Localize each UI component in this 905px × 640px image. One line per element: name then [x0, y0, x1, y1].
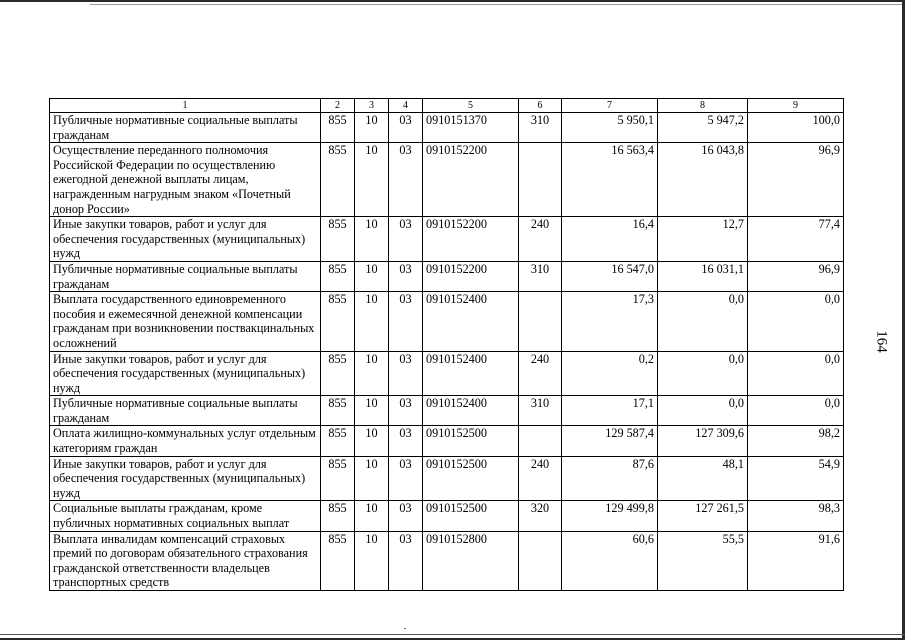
cell-actual: 127 261,5: [658, 501, 748, 531]
cell-chapter: 855: [321, 501, 355, 531]
cell-expense-type: [519, 292, 562, 351]
cell-planned: 5 950,1: [562, 113, 658, 143]
cell-subsection: 03: [389, 426, 423, 456]
cell-expense-type: 240: [519, 456, 562, 501]
cell-planned: 129 587,4: [562, 426, 658, 456]
cell-chapter: 855: [321, 351, 355, 396]
cell-expense-type: [519, 143, 562, 217]
scan-frame-top-inner: [90, 4, 905, 5]
cell-chapter: 855: [321, 396, 355, 426]
cell-expense-type: 310: [519, 396, 562, 426]
cell-percent: 96,9: [748, 261, 844, 291]
budget-table: [49, 98, 844, 591]
cell-section: 10: [355, 456, 389, 501]
cell-planned: 60,6: [562, 531, 658, 590]
header-row: [50, 99, 844, 113]
cell-planned: 87,6: [562, 456, 658, 501]
cell-expense-type: 320: [519, 501, 562, 531]
cell-target-article: 0910152200: [423, 217, 519, 262]
scan-frame-bottom-inner: [0, 634, 905, 635]
cell-expense-type: 240: [519, 351, 562, 396]
cell-name: Иные закупки товаров, работ и услуг для обеспечения государственных (муниципальных) нужд: [50, 456, 321, 501]
cell-expense-type: [519, 531, 562, 590]
cell-section: 10: [355, 217, 389, 262]
cell-planned: 16,4: [562, 217, 658, 262]
cell-target-article: 0910152500: [423, 456, 519, 501]
scan-frame-top: [0, 0, 905, 2]
cell-expense-type: 310: [519, 113, 562, 143]
cell-planned: 17,1: [562, 396, 658, 426]
cell-subsection: 03: [389, 396, 423, 426]
cell-section: 10: [355, 143, 389, 217]
cell-percent: 0,0: [748, 396, 844, 426]
cell-percent: 96,9: [748, 143, 844, 217]
table-row: [50, 351, 844, 396]
cell-name: Оплата жилищно-коммунальных услуг отдельным категориям граждан: [50, 426, 321, 456]
cell-percent: 77,4: [748, 217, 844, 262]
cell-percent: 54,9: [748, 456, 844, 501]
cell-chapter: 855: [321, 261, 355, 291]
table-row: [50, 292, 844, 351]
cell-percent: 0,0: [748, 351, 844, 396]
header-cell-8: 8: [658, 99, 748, 113]
cell-expense-type: [519, 426, 562, 456]
table-body: [50, 113, 844, 591]
cell-target-article: 0910152500: [423, 426, 519, 456]
cell-name: Социальные выплаты гражданам, кроме публичных нормативных социальных выплат: [50, 501, 321, 531]
cell-actual: 16 031,1: [658, 261, 748, 291]
cell-section: 10: [355, 261, 389, 291]
header-cell-9: 9: [748, 99, 844, 113]
cell-actual: 0,0: [658, 292, 748, 351]
cell-subsection: 03: [389, 501, 423, 531]
cell-subsection: 03: [389, 531, 423, 590]
header-cell-2: 2: [321, 99, 355, 113]
cell-subsection: 03: [389, 143, 423, 217]
cell-name: Публичные нормативные социальные выплаты гражданам: [50, 261, 321, 291]
cell-name: Публичные нормативные социальные выплаты гражданам: [50, 113, 321, 143]
cell-section: 10: [355, 292, 389, 351]
table-row: [50, 426, 844, 456]
cell-actual: 48,1: [658, 456, 748, 501]
cell-target-article: 0910152200: [423, 143, 519, 217]
table-row: [50, 456, 844, 501]
table-row: [50, 531, 844, 590]
cell-percent: 98,2: [748, 426, 844, 456]
cell-target-article: 0910152400: [423, 292, 519, 351]
cell-target-article: 0910152800: [423, 531, 519, 590]
cell-percent: 98,3: [748, 501, 844, 531]
header-cell-5: 5: [423, 99, 519, 113]
cell-planned: 16 563,4: [562, 143, 658, 217]
table-row: [50, 396, 844, 426]
cell-expense-type: 310: [519, 261, 562, 291]
cell-subsection: 03: [389, 456, 423, 501]
cell-actual: 16 043,8: [658, 143, 748, 217]
cell-chapter: 855: [321, 113, 355, 143]
cell-planned: 0,2: [562, 351, 658, 396]
cell-section: 10: [355, 113, 389, 143]
cell-subsection: 03: [389, 217, 423, 262]
cell-target-article: 0910152200: [423, 261, 519, 291]
cell-subsection: 03: [389, 261, 423, 291]
cell-subsection: 03: [389, 292, 423, 351]
cell-name: Иные закупки товаров, работ и услуг для обеспечения государственных (муниципальных) нужд: [50, 217, 321, 262]
header-cell-7: 7: [562, 99, 658, 113]
table-row: [50, 217, 844, 262]
cell-chapter: 855: [321, 426, 355, 456]
cell-chapter: 855: [321, 292, 355, 351]
header-cell-1: 1: [50, 99, 321, 113]
cell-name: Осуществление переданного полномочия Российской Федерации по осуществлению ежегодной денежной выплаты лицам, награжденным нагрудным знаком «Почетный донор России»: [50, 143, 321, 217]
cell-percent: 0,0: [748, 292, 844, 351]
cell-target-article: 0910152500: [423, 501, 519, 531]
cell-actual: 5 947,2: [658, 113, 748, 143]
cell-section: 10: [355, 396, 389, 426]
header-cell-3: 3: [355, 99, 389, 113]
cell-target-article: 0910152400: [423, 351, 519, 396]
cell-name: Выплата инвалидам компенсаций страховых премий по договорам обязательного страхования гражданской ответственности владельцев транспортных средств: [50, 531, 321, 590]
cell-name: Иные закупки товаров, работ и услуг для обеспечения государственных (муниципальных) нужд: [50, 351, 321, 396]
cell-section: 10: [355, 531, 389, 590]
cell-name: Публичные нормативные социальные выплаты гражданам: [50, 396, 321, 426]
cell-percent: 100,0: [748, 113, 844, 143]
table-row: [50, 143, 844, 217]
cell-planned: 17,3: [562, 292, 658, 351]
cell-subsection: 03: [389, 351, 423, 396]
cell-actual: 0,0: [658, 396, 748, 426]
cell-chapter: 855: [321, 531, 355, 590]
cell-expense-type: 240: [519, 217, 562, 262]
cell-percent: 91,6: [748, 531, 844, 590]
scan-speck: [404, 628, 406, 629]
cell-actual: 55,5: [658, 531, 748, 590]
cell-chapter: 855: [321, 143, 355, 217]
cell-subsection: 03: [389, 113, 423, 143]
cell-chapter: 855: [321, 217, 355, 262]
cell-actual: 0,0: [658, 351, 748, 396]
table-row: [50, 501, 844, 531]
cell-section: 10: [355, 501, 389, 531]
header-cell-4: 4: [389, 99, 423, 113]
cell-planned: 129 499,8: [562, 501, 658, 531]
header-cell-6: 6: [519, 99, 562, 113]
cell-target-article: 0910152400: [423, 396, 519, 426]
table-row: [50, 261, 844, 291]
cell-section: 10: [355, 426, 389, 456]
cell-section: 10: [355, 351, 389, 396]
table-row: [50, 113, 844, 143]
cell-actual: 127 309,6: [658, 426, 748, 456]
cell-chapter: 855: [321, 456, 355, 501]
page-number: 164: [873, 330, 890, 353]
cell-actual: 12,7: [658, 217, 748, 262]
cell-planned: 16 547,0: [562, 261, 658, 291]
cell-name: Выплата государственного единовременного пособия и ежемесячной денежной компенсации гражданам при возникновении поствакцинальных осложнений: [50, 292, 321, 351]
cell-target-article: 0910151370: [423, 113, 519, 143]
